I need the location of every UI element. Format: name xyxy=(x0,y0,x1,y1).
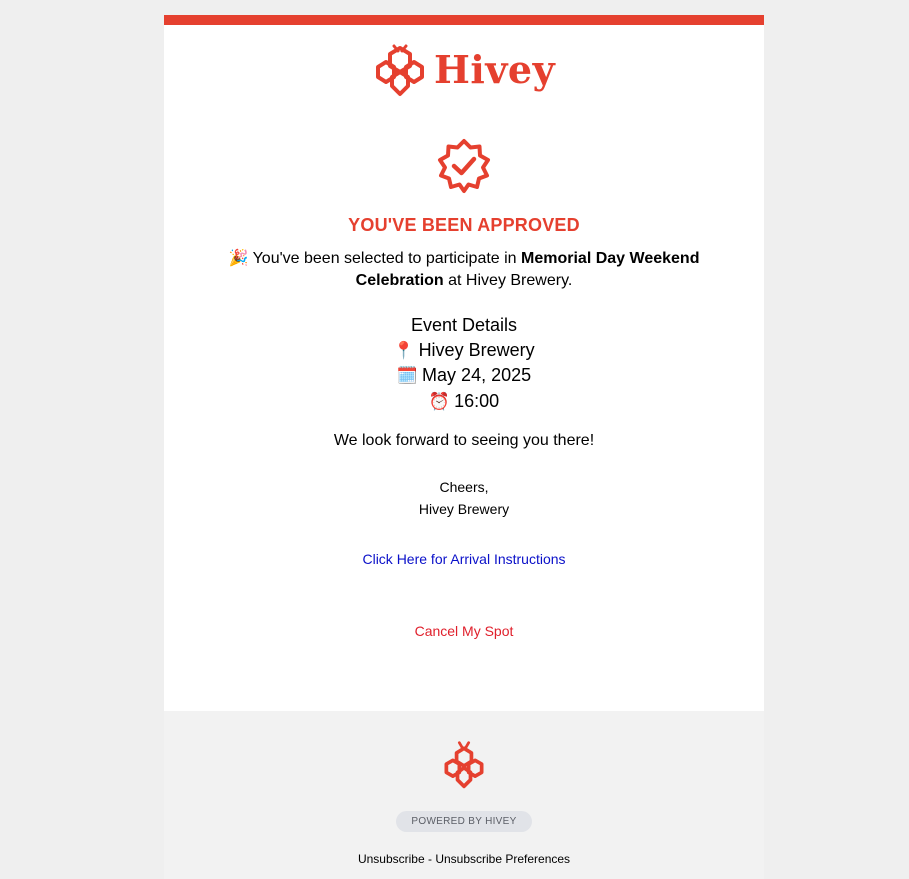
event-date-text: May 24, 2025 xyxy=(422,365,532,386)
signoff-sender: Hivey Brewery xyxy=(418,501,510,517)
intro-prefix: You've been selected to participate in xyxy=(252,250,517,267)
event-details xyxy=(164,313,764,415)
email-footer xyxy=(164,711,764,879)
event-date xyxy=(164,363,764,389)
closing-message: We look forward to seeing you there! xyxy=(333,432,595,449)
alarm-clock-icon: ⏰ xyxy=(428,392,451,412)
unsubscribe-links xyxy=(164,852,764,866)
signoff-greeting: Cheers, xyxy=(439,479,489,495)
brand-top-bar xyxy=(164,15,764,25)
bee-hive-logo-icon xyxy=(438,739,490,791)
party-popper-icon: 🎉 xyxy=(228,250,249,267)
intro-suffix: at Hivey Brewery. xyxy=(448,272,573,289)
round-pushpin-icon: 📍 xyxy=(393,340,415,360)
selection-message xyxy=(224,248,704,292)
event-time-text: 16:00 xyxy=(454,391,500,412)
unsubscribe-preferences-link[interactable]: Unsubscribe Preferences xyxy=(435,852,571,866)
event-location-text: Hivey Brewery xyxy=(418,339,535,360)
signoff xyxy=(164,476,764,520)
unsubscribe-link[interactable]: Unsubscribe xyxy=(357,852,425,866)
brand-wordmark: Hivey xyxy=(434,47,556,92)
arrival-instructions xyxy=(164,551,764,567)
cancel-spot xyxy=(164,623,764,639)
powered-by-badge[interactable]: POWERED BY HIVEY xyxy=(396,811,532,832)
verified-badge-icon xyxy=(435,137,493,195)
email-card xyxy=(164,15,764,879)
unsubscribe-separator: - xyxy=(424,852,436,866)
cancel-spot-link[interactable]: Cancel My Spot xyxy=(414,623,514,639)
arrival-instructions-link[interactable]: Click Here for Arrival Instructions xyxy=(362,551,566,567)
hivey-logo xyxy=(372,42,562,98)
event-time xyxy=(164,389,764,415)
event-name: Memorial Day Weekend Celebration xyxy=(355,250,700,289)
bee-hive-logo-icon xyxy=(372,42,428,98)
event-details-title: Event Details xyxy=(410,315,518,335)
event-location xyxy=(164,338,764,364)
calendar-icon: 🗓️ xyxy=(396,366,419,386)
approval-heading: YOU'VE BEEN APPROVED xyxy=(348,215,580,235)
